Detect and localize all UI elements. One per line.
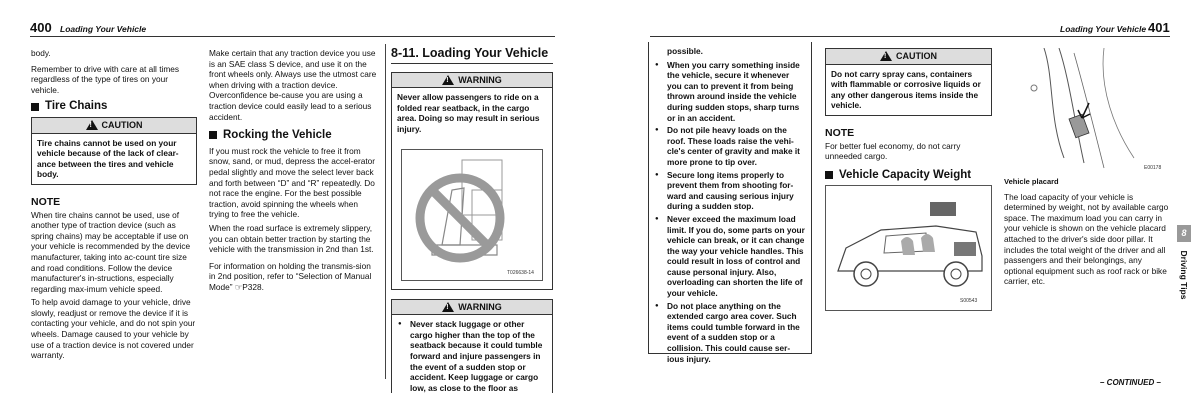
figure-code: S00543 bbox=[960, 298, 978, 305]
continued-label: – CONTINUED – bbox=[1100, 378, 1161, 387]
warning-header: ! WARNING bbox=[392, 73, 552, 89]
caution-box-tire-chains bbox=[31, 117, 197, 185]
left-running-title: Loading Your Vehicle bbox=[60, 24, 147, 34]
warning-triangle-icon bbox=[86, 120, 98, 130]
note-heading: NOTE bbox=[825, 126, 855, 139]
caution-text: Do not carry spray cans, containers with flammable or corrosive liquids or any other dangerous items inside the vehicle. bbox=[831, 68, 981, 111]
capacity-heading: Vehicle Capacity Weight bbox=[825, 170, 992, 181]
tire-chains-heading: Tire Chains bbox=[31, 101, 197, 112]
left-column-3 bbox=[391, 48, 553, 393]
rocking-text-1: If you must rock the vehicle to free it from snow, sand, or mud, depress the accel-erator pedal slightly and move the select lever back and forth between “D” and “R” repeatedly. Do not race the engine. For the best possible traction, avoid spinning the wheels when trying to free the vehicle. bbox=[209, 145, 376, 220]
figure-caption: Vehicle placard bbox=[1004, 177, 1059, 186]
heading-square-icon bbox=[825, 171, 833, 179]
warning-box-passengers bbox=[391, 72, 553, 290]
warning-bullet-list bbox=[654, 60, 806, 365]
caution-header: ! CAUTION bbox=[826, 49, 991, 65]
caution-header: ! CAUTION bbox=[32, 118, 196, 134]
warning-triangle-icon bbox=[880, 51, 892, 61]
note-text-1: When tire chains cannot be used, use of another type of traction device (such as spring chains) may be acceptable if use on your vehicle is recommended by the device manufacturer, taking into ac-count tire size and road conditions. Follow the device manufacturer's in-structions, especially regarding max-imum vehicle speed. bbox=[31, 209, 191, 294]
warning-box-continued bbox=[648, 42, 812, 364]
warning-bullets bbox=[392, 315, 552, 392]
warning-text: Never allow passengers to ride on a folded rear seatback, in the cargo area. Doing so may result in serious injury. bbox=[397, 92, 540, 134]
right-column-2 bbox=[825, 48, 992, 311]
left-column-1 bbox=[31, 48, 197, 364]
note-heading: NOTE bbox=[31, 195, 61, 208]
warning-header: ! WARNING bbox=[392, 300, 552, 316]
traction-device-text: Make certain that any traction device you use is an SAE class S device, and use it on the front wheels only. Always use the utmost care when driving with a traction device. Overconfidence be-cause you are using a traction device could easily lead to a serious accident. bbox=[209, 48, 377, 122]
continued-text: possible. bbox=[667, 46, 703, 56]
note-text: For better fuel economy, do not carry unneeded cargo. bbox=[825, 140, 961, 162]
note-text-2: To help avoid damage to your vehicle, drive slowly, readjust or remove the device if it is contacting your vehicle, and do not spin your wheels. Damage caused to your vehicle by use of a traction device is not covered under warranty. bbox=[31, 297, 196, 361]
warning-box-luggage bbox=[391, 299, 553, 393]
rocking-text-2: When the road surface is extremely slippery, you can obtain better traction by starting the vehicle with the transmission in 2nd than 1st. bbox=[209, 222, 374, 255]
right-running-title: Loading Your Vehicle bbox=[1060, 24, 1147, 34]
left-column-2 bbox=[209, 48, 378, 295]
no-riding-figure bbox=[401, 149, 543, 281]
rocking-heading: Rocking the Vehicle bbox=[209, 130, 378, 141]
warning-continued-body bbox=[649, 42, 811, 370]
heading-square-icon bbox=[209, 131, 217, 139]
right-page-number: 401 bbox=[1148, 20, 1170, 35]
prohibited-seat-illustration bbox=[402, 150, 544, 280]
warning-bullet: ● When you carry something inside the vehicle, secure it whenever you can to prevent it from being thrown around inside the vehicle during sudden stops, sharp turns or in an accident. bbox=[654, 60, 806, 124]
caution-text: Tire chains cannot be used on your vehicle because of the lack of clear-ance between the tires and vehicle body. bbox=[37, 137, 179, 180]
chapter-tab-title: Driving Tips bbox=[1179, 250, 1189, 300]
warning-bullet: ● Never stack luggage or other cargo higher than the top of the seatback because it could tumble forward and injure passengers in the event of a sudden stop or accident. Keep luggage or cargo low, as close to the floor as bbox=[397, 319, 547, 392]
load-capacity-text: The load capacity of your vehicle is determined by weight, not by available cargo space. The maximum load you can carry in your vehicle is shown on the vehicle placard attached to the driver's side door pillar. It includes the total weight of the driver and all passengers and their belongings, any optional equipment such as roof rack or bike carrier, etc. bbox=[1004, 191, 1169, 287]
warning-bullet: ● Secure long items properly to prevent them from shooting for-ward and causing serious injury during a sudden stop. bbox=[654, 170, 806, 212]
chapter-tab-title-wrap bbox=[1170, 248, 1198, 303]
warning-bullet: ● Do not pile heavy loads on the roof. These loads raise the vehi-cle's center of gravity and make it more prone to tip over. bbox=[654, 125, 806, 167]
text-remember: Remember to drive with care at all times regardless of the type of tires on your vehicle. bbox=[31, 63, 180, 95]
text-body: body. bbox=[31, 48, 51, 58]
caution-box-spray-cans bbox=[825, 48, 992, 116]
warning-triangle-icon bbox=[442, 75, 454, 85]
vehicle-cargo-illustration bbox=[826, 186, 991, 310]
right-header-rule bbox=[650, 36, 1170, 37]
warning-bullet: ● Do not place anything on the extended cargo area cover. Such items could tumble forward in the event of a sudden stop or a collision. This could cause ser-ious injury. bbox=[654, 301, 806, 365]
section-title-rule bbox=[391, 63, 553, 64]
warning-triangle-icon bbox=[442, 302, 454, 312]
vehicle-placard-figure bbox=[1004, 48, 1170, 174]
section-title: 8-11. Loading Your Vehicle bbox=[391, 46, 549, 60]
column-divider bbox=[385, 44, 386, 379]
left-header-rule bbox=[30, 36, 555, 37]
left-page-number: 400 bbox=[30, 20, 52, 35]
warning-bullet: ● Never exceed the maximum load limit. If you do, some parts on your vehicle can break, or it can change the way your vehicle handles. This could result in loss of control and cause personal injury. Also, overloading can shorten the life of your vehicle. bbox=[654, 214, 806, 299]
vehicle-capacity-figure bbox=[825, 185, 992, 311]
door-pillar-placard-illustration bbox=[1004, 48, 1170, 174]
figure-code: T026638-14 bbox=[507, 269, 534, 276]
figure-code: E00178 bbox=[1144, 165, 1162, 171]
chapter-tab-number: 8 bbox=[1177, 225, 1191, 242]
rocking-text-3: For information on holding the transmis-sion in 2nd position, refer to “Selection of Manual Mode” ☞P328. bbox=[209, 260, 372, 292]
right-column-3 bbox=[1004, 48, 1170, 290]
heading-square-icon bbox=[31, 103, 39, 111]
